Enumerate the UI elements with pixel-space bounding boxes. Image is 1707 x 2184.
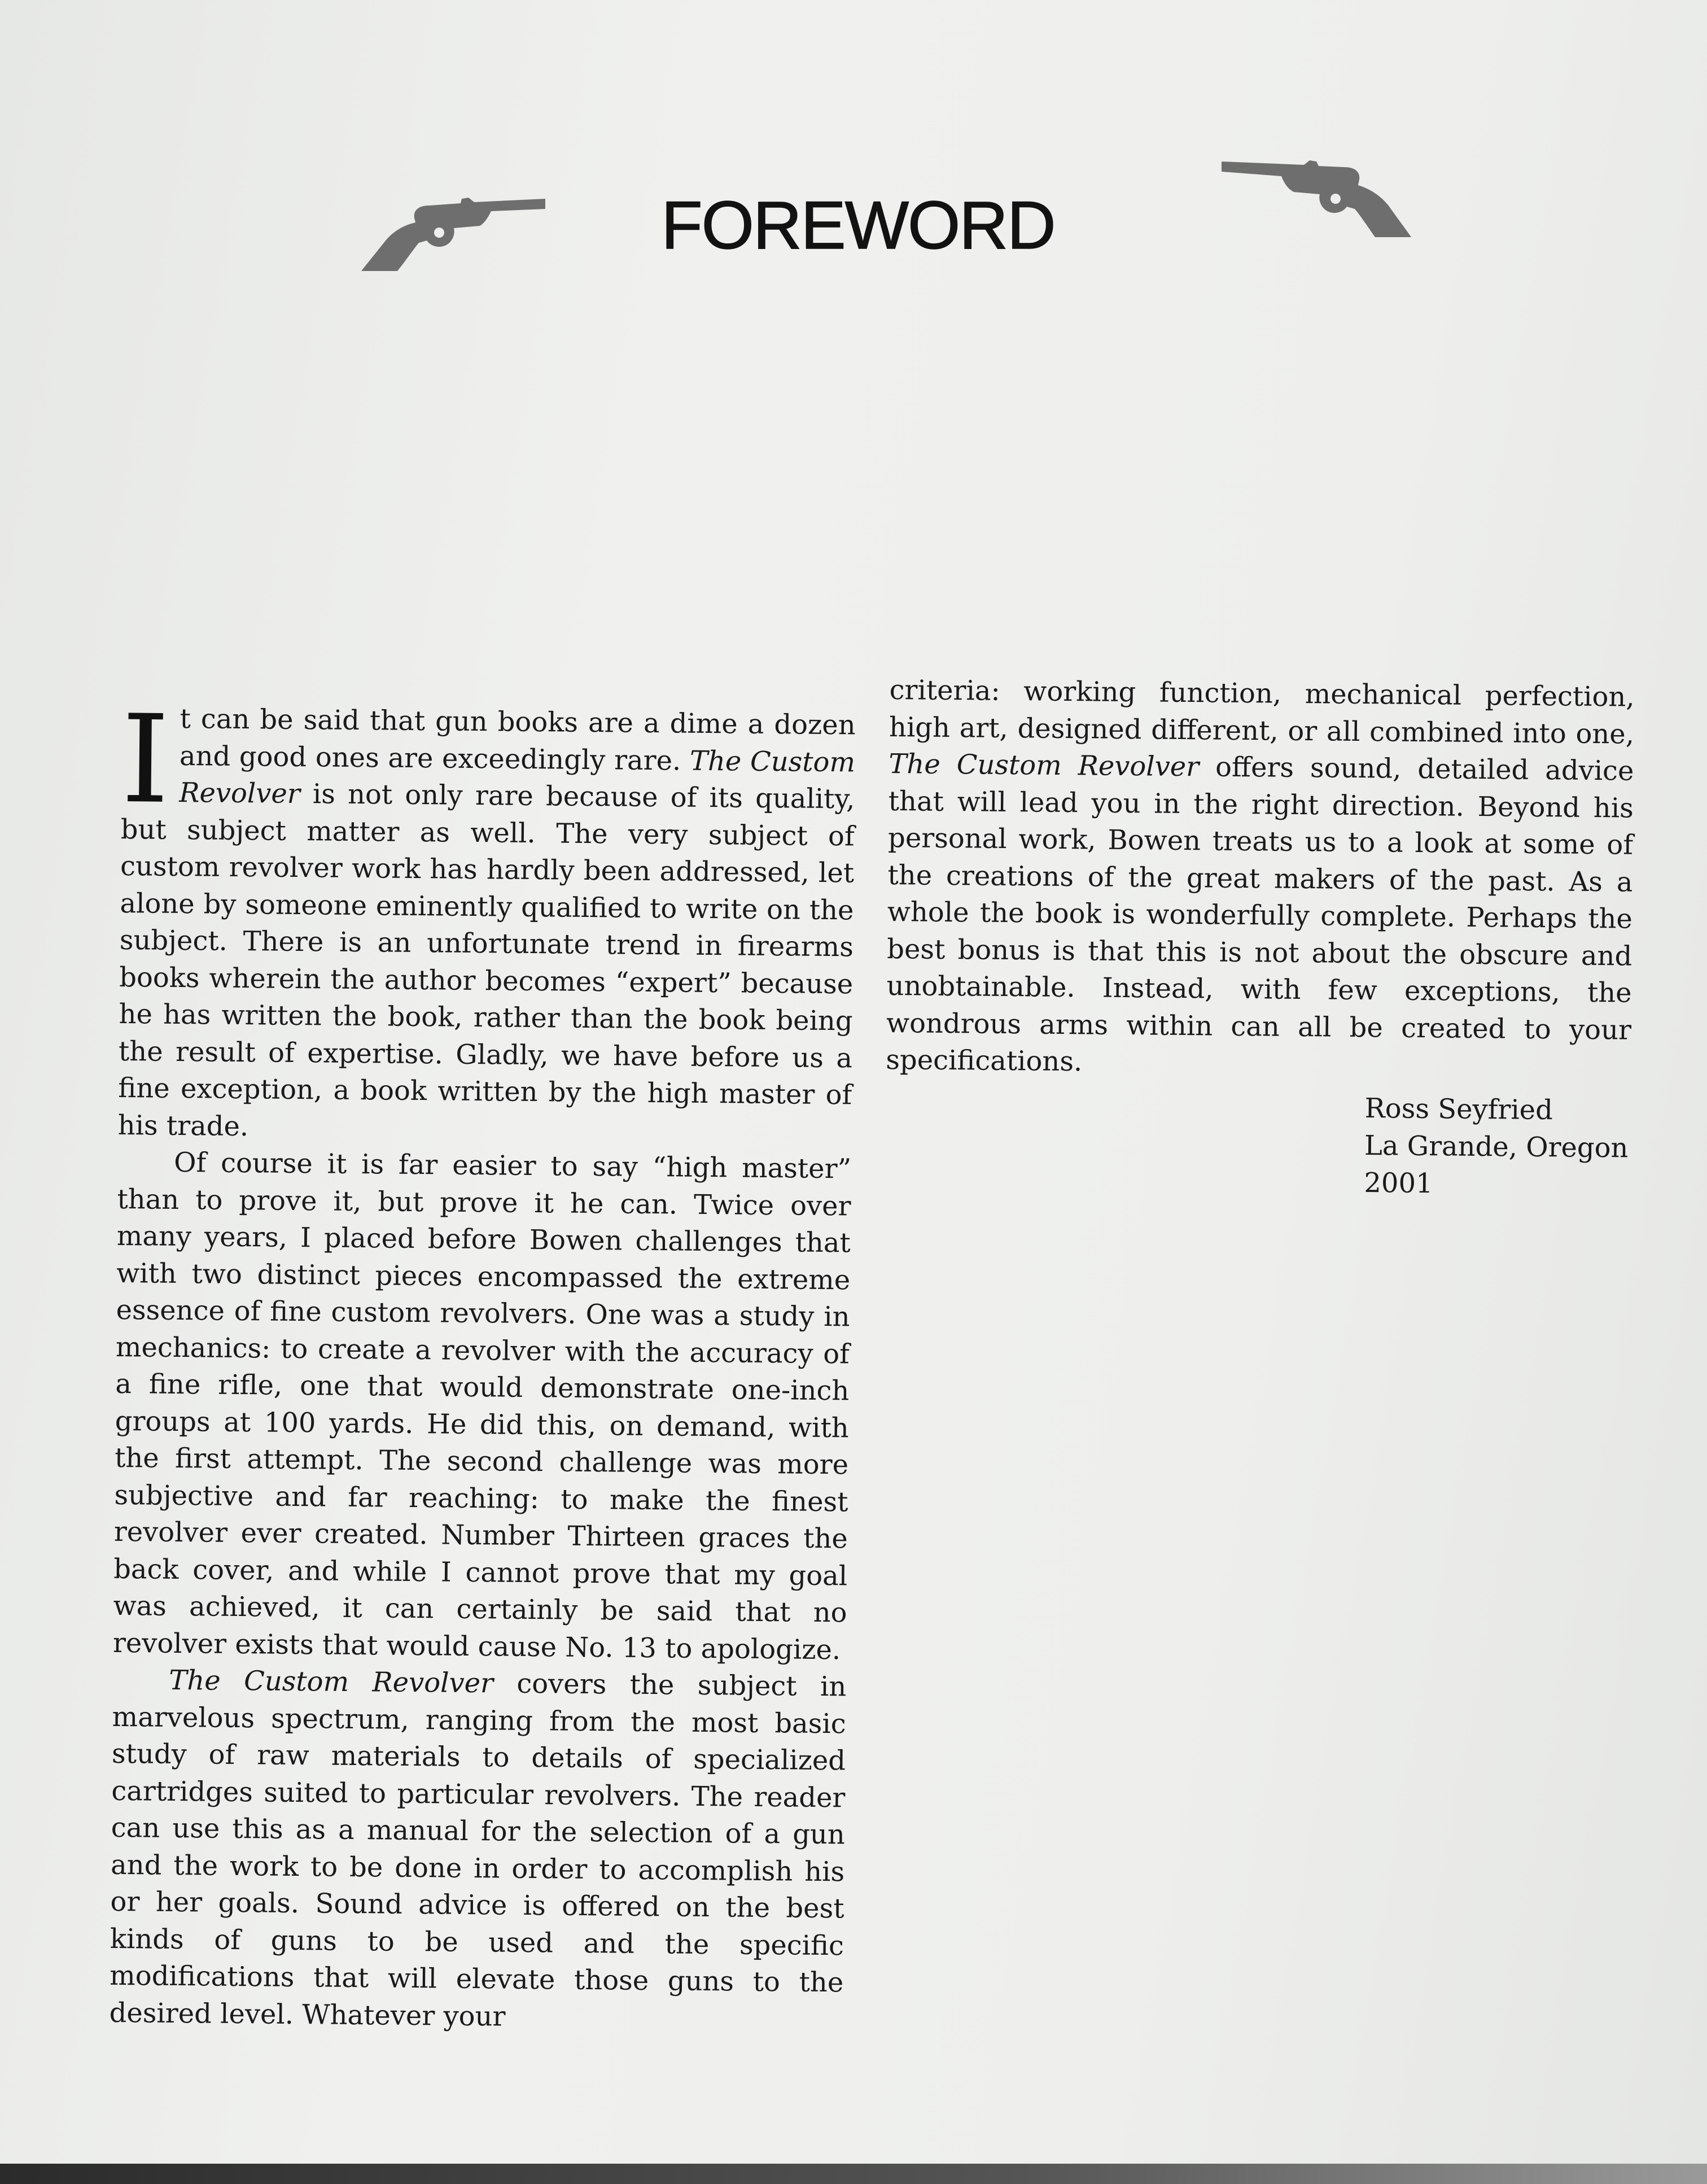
signature-block — [1364, 1090, 1658, 1204]
book-title-italic: The Custom Revolver — [169, 1664, 494, 1700]
right-column — [886, 672, 1635, 1086]
revolver-icon — [1219, 152, 1411, 237]
author-location: La Grande, Oregon — [1364, 1129, 1629, 1164]
drop-cap: I — [120, 688, 170, 831]
paragraph-3: The Custom Revolver covers the subject in marvelous spectrum, ranging from the most basic study of raw materials to details of specialized cartridges suited to particular revolvers. The reader can use this as a manual for the selection of a gun and the work to be done in order to accomplish his or her goals. Sound advice is offered on the best kinds of guns to be used and the specific modifications that will elevate those guns to the desired level. Whatever your — [109, 1664, 847, 2033]
book-title-italic: The Custom Revolver — [179, 745, 856, 810]
paragraph-2: Of course it is far easier to say “high master” than to prove it, but prove it he can. Twice over many years, I placed before Bowen challenges that with two distinct pieces encompassed the extreme essence of fine custom revolvers. One was a study in mechanics: to create a revolver with the accuracy of a fine rifle, one that would demonstrate one-inch groups at 100 yards. He did this, on demand, with the first attempt. The second challenge was more subjective and far reaching: to make the finest revolver ever created. Number Thirteen graces the back cover, and while I cannot prove that my goal was achieved, it can certainly be said that no revolver exists that would cause No. 13 to apologize. — [112, 1146, 852, 1666]
revolver-icon — [361, 186, 548, 271]
paragraph-4: criteria: working function, mechanical perfection, high art, designed different, or all combined into one, The Custom Revolver offers sound, detailed advice that will lead you in the right direction. Beyond his personal work, Bowen treats us to a look at some of the creations of the great makers of the past. As a whole the book is wonderfully complete. Perhaps the best bonus is that this is not about the obscure and unobtainable. Instead, with few exceptions, the wondrous arms within can all be created to your specifications. — [886, 674, 1635, 1078]
author-name: Ross Seyfried — [1364, 1092, 1553, 1126]
book-title-italic: The Custom Revolver — [888, 748, 1200, 783]
page-title: FOREWORD — [661, 187, 1055, 263]
foreword-year: 2001 — [1364, 1167, 1433, 1200]
left-column — [109, 688, 856, 2038]
paragraph-1: It can be said that gun books are a dime a dozen and good ones are exceedingly rare. The Custom Revolver is not only rare because of its quality, but subject matter as well. The very subject of custom revolver work has hardly been addressed, let alone by someone eminently qualified to write on the subject. There is an unfortunate trend in firearms books wherein the author becomes “expert” because he has written the book, rather than the book being the result of expertise. Gladly, we have before us a fine exception, a book written by the high master of his trade. — [117, 688, 856, 1142]
page-bottom-edge — [0, 2164, 1707, 2184]
